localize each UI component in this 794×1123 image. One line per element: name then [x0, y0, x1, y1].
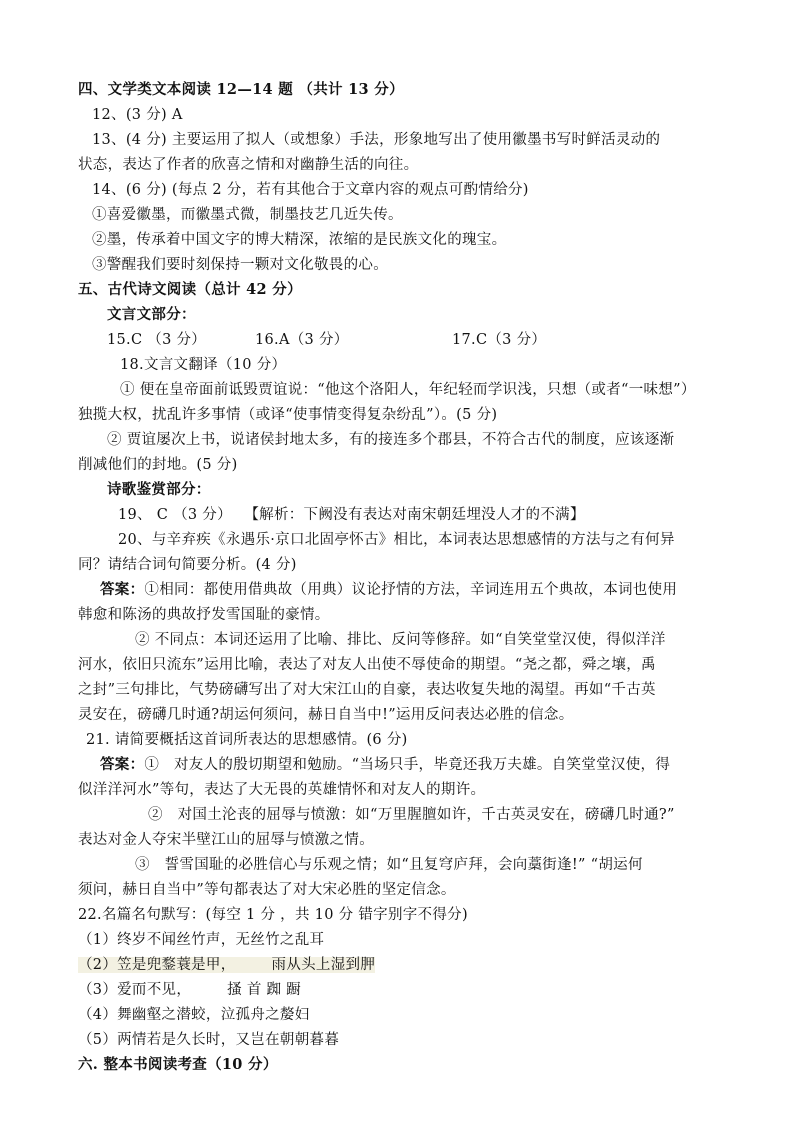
- translation-2-line1: ② 贾谊屡次上书，说诸侯封地太多，有的接连多个郡县，不符合古代的制度，应该逐渐: [107, 432, 675, 448]
- answer-q16: 16.A（3 分）: [255, 332, 349, 348]
- answer-q21-line4: 表达对金人夺宋半壁江山的屈辱与愤激之情。: [78, 832, 374, 848]
- question-q20-line2: 同？请结合词句简要分析。(4 分): [78, 557, 297, 573]
- recitation-1: （1）终岁不闻丝竹声，无丝竹之乱耳: [78, 932, 325, 948]
- answer-q21-line5: ③ 誓雪国耻的必胜信心与乐观之情；如“且复穹庐拜，会向藁街逢!” “胡运何: [135, 857, 643, 873]
- section-4-heading: 四、文学类文本阅读 12—14 题 （共计 13 分）: [78, 81, 404, 98]
- answer-q14-point1: ①喜爱徽墨，而徽墨式微，制墨技艺几近失传。: [92, 207, 403, 223]
- answer-q19: 19、 C （3 分） 【解析：下阙没有表达对南宋朝廷埋没人才的不满】: [118, 507, 585, 523]
- answer-q20-line4: 河水，依旧只流东”运用比喻，表达了对友人出使不辱使命的期望。“尧之都，舜之壤，禹: [78, 657, 656, 673]
- answer-q20-line6: 灵安在，磅礴几时通?胡运何须问，赫日自当中!”运用反问表达必胜的信念。: [78, 707, 574, 723]
- poetry-subheading: 诗歌鉴赏部分：: [107, 481, 211, 498]
- translation-1-line2: 独揽大权，扰乱许多事情（或译“使事情变得复杂纷乱”）。(5 分): [78, 407, 498, 423]
- recitation-3: （3）爱而不见， 搔 首 踟 蹰: [78, 982, 302, 998]
- answer-q15: 15.C （3 分）: [107, 332, 207, 348]
- section-6-heading: 六. 整本书阅读考查（10 分）: [78, 1056, 278, 1073]
- question-q22: 22.名篇名句默写：(每空 1 分 ，共 10 分 错字别字不得分): [78, 907, 468, 923]
- question-q20-line1: 20、与辛弃疾《永遇乐·京口北固亭怀古》相比，本词表达思想感情的方法与之有何异: [118, 532, 675, 548]
- answer-q13-line2: 状态，表达了作者的欣喜之情和对幽静生活的向往。: [78, 157, 419, 173]
- recitation-5: （5）两情若是久长时，又岂在朝朝暮暮: [78, 1032, 340, 1048]
- recitation-2: [78, 955, 375, 975]
- answer-q21-line6: 须问，赫日自当中”等句都表达了对大宋必胜的坚定信念。: [78, 882, 456, 898]
- answer-q14-point2: ②墨，传承着中国文字的博大精深，浓缩的是民族文化的瑰宝。: [92, 232, 507, 248]
- answer-label: 答案：: [100, 756, 145, 773]
- answer-q20-line1: 答案：①相同：都使用借典故（用典）议论抒情的方法，辛词连用五个典故，本词也使用: [100, 581, 678, 598]
- answer-q21-line2: 似洋洋河水”等句，表达了大无畏的英雄情怀和对友人的期许。: [78, 782, 486, 798]
- answer-q20-line5: 之封”三句排比，气势磅礴写出了对大宋江山的自豪，表达收复失地的渴望。再如“千古英: [78, 682, 656, 698]
- answer-q20-line3: ② 不同点：本词还运用了比喻、排比、反问等修辞。如“自笑堂堂汉使，得似洋洋: [135, 632, 666, 648]
- answer-q18: 18.文言文翻译（10 分）: [120, 357, 287, 373]
- recitation-4: （4）舞幽壑之潜蛟，泣孤舟之嫠妇: [78, 1007, 310, 1023]
- answer-q14: 14、(6 分) (每点 2 分，若有其他合于文章内容的观点可酌情给分): [92, 182, 529, 198]
- answer-q12: 12、(3 分) A: [92, 107, 183, 123]
- question-q21: 21. 请简要概括这首词所表达的思想感情。(6 分): [86, 732, 408, 748]
- translation-2-line2: 削减他们的封地。(5 分): [78, 457, 238, 473]
- answer-q17: 17.C（3 分）: [452, 332, 547, 348]
- answer-q13-line1: 13、(4 分) 主要运用了拟人（或想象）手法，形象地写出了使用徽墨书写时鲜活灵动的: [92, 132, 661, 148]
- recitation-2-highlight: （2）笠是兜鍪蓑是甲， 雨从头上湿到胛: [78, 957, 376, 973]
- classical-prose-subheading: 文言文部分：: [107, 306, 196, 323]
- translation-1-line1: ① 便在皇帝面前诋毁贾谊说：“他这个洛阳人，年纪轻而学识浅，只想（或者“一味想”）: [120, 382, 696, 398]
- answer-q21-line1: 答案：① 对友人的殷切期望和勉励。“当场只手，毕竟还我万夫雄。自笑堂堂汉使，得: [100, 756, 671, 773]
- answer-q21-line3: ② 对国土沦丧的屈辱与愤激：如“万里腥膻如许，千古英灵安在，磅礴几时通?”: [148, 807, 675, 823]
- answer-label: 答案：: [100, 581, 145, 598]
- answer-q14-point3: ③警醒我们要时刻保持一颗对文化敬畏的心。: [92, 257, 388, 273]
- section-5-heading: 五、古代诗文阅读（总计 42 分）: [78, 281, 302, 298]
- answer-q20-line2: 韩愈和陈汤的典故抒发雪国耻的豪情。: [78, 607, 330, 623]
